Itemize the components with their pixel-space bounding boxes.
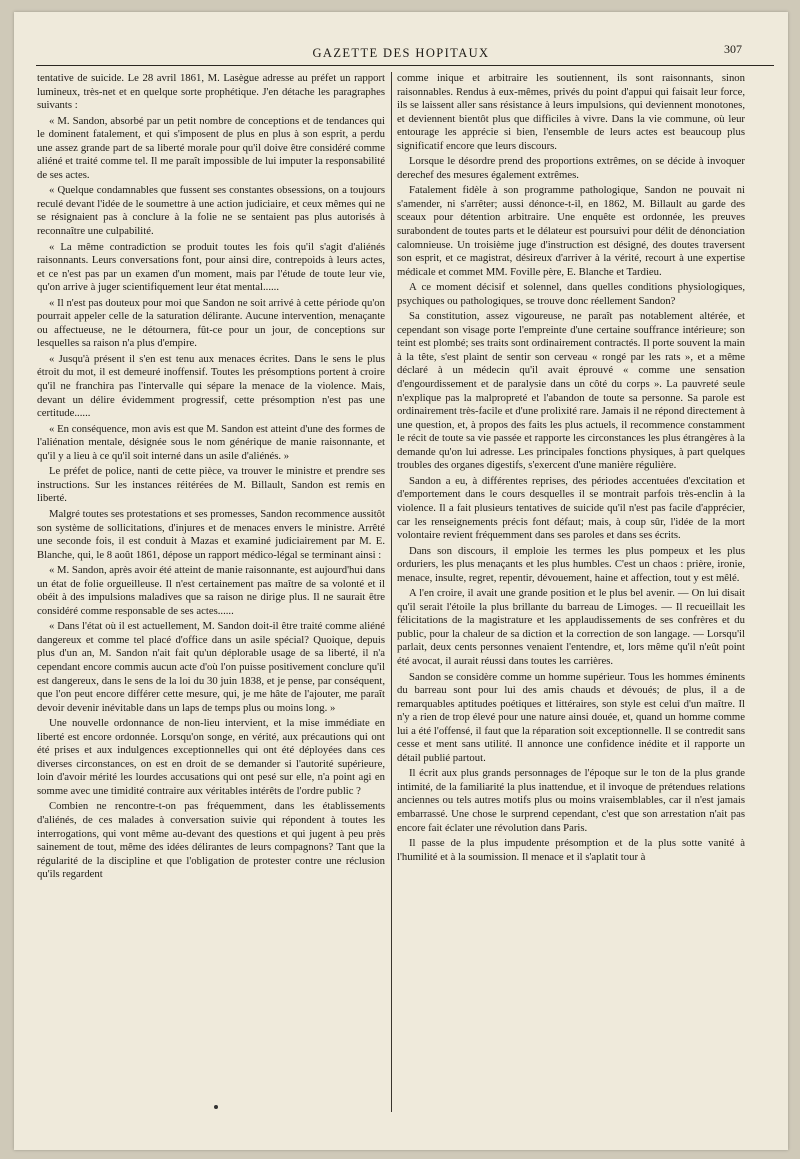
left-paragraph: « M. Sandon, absorbé par un petit nombre de conceptions et de tendances qui le dominent fatalement, et qui s'imposent de plus en plus à son esprit, a perdu une assez grande part de sa liberté morale pour qu'il doive être considéré comme aliéné et traité comme tel. Il me paraît impossible de lui imputer la responsabilité de ses actes. xyxy=(37,114,385,181)
right-paragraph: A ce moment décisif et solennel, dans quelles conditions physiologiques, psychiques ou pathologiques, se trouve donc réellement Sandon? xyxy=(397,281,745,307)
left-paragraph: « La même contradiction se produit toutes les fois qu'il s'agit d'aliénés raisonnants. Leurs conversations font, pour ainsi dire, contrepoids à leurs actes, et ce n'est pas par un examen d'un moment, mais par l'étude de toute leur vie, qu'on arrive à juger scientifiquement leur état mental...... xyxy=(37,240,385,294)
page-number: 307 xyxy=(724,42,742,56)
right-column xyxy=(397,72,745,1112)
right-paragraph: Lorsque le désordre prend des proportions extrêmes, on se décide à invoquer derechef des mesures également extrêmes. xyxy=(397,155,745,181)
right-paragraph: Sandon se considère comme un homme supérieur. Tous les hommes éminents du barreau sont pour lui des amis chauds et dévoués; de plus, il a de remarquables aptitudes poétiques et littéraires, son style est celui d'un maître. Il n'y a rien de trop élevé pour une nature ainsi douée, et, quand un homme comme lui a été l'offensé, il faut que la réparation soit exceptionnelle. Il se contredit sans cesse et ment sans utilité. Il annonce une confidence inédite et il rapporte un détail publié partout. xyxy=(397,670,745,764)
left-paragraph: Le préfet de police, nanti de cette pièce, va trouver le ministre et prendre ses instructions. Sur les instances réitérées de M. Billault, Sandon est remis en liberté. xyxy=(37,465,385,505)
right-paragraph: Fatalement fidèle à son programme pathologique, Sandon ne pouvait ni s'amender, ni s'arrêter; aussi dénonce-t-il, en 1862, M. Billault au garde des sceaux pour détention arbitraire. Une enquête est ordonnée, les preuves surabondent de toutes parts et le délateur est poursuivi pour délit de dénonciation calomnieuse. Un troisième juge d'instruction est désigné, des doutes traversent son esprit, et ce magistrat, désireux d'arriver à la vérité, recourt à une expertise médicale et commet MM. Foville père, E. Blanche et Tardieu. xyxy=(397,184,745,278)
right-paragraph: Il écrit aux plus grands personnages de l'époque sur le ton de la plus grande intimité, de la familiarité la plus inattendue, et il invoque de prétendues relations anciennes ou tels autres motifs plus ou moins vraisemblables, car il n'est jamais embarrassé. Une chose le surprend cependant, c'est que son arrestation n'ait pas encore fait éclater une révolution dans Paris. xyxy=(397,767,745,834)
left-paragraph: « Dans l'état où il est actuellement, M. Sandon doit-il être traité comme aliéné dangereux et comme tel placé d'office dans un asile spécial? Quoique, depuis plus d'un an, M. Sandon n'ait fait qu'un déplorable usage de sa liberté, il n'a cependant encore commis aucun acte d'où l'on puisse positivement conclure qu'il est dangereux, dans le sens de la loi du 30 juin 1838, et je pense, par conséquent, que l'on peut encore différer cette mesure, qui, je me hâte de l'ajouter, me paraît devoir devenir inévitable dans un laps de temps plus ou moins long. » xyxy=(37,620,385,714)
header-rule xyxy=(36,65,774,66)
right-paragraph: Il passe de la plus impudente présomption et de la plus sotte vanité à l'humilité et à la soumission. Il menace et il s'aplatit tour à xyxy=(397,837,745,863)
left-paragraph: « Quelque condamnables que fussent ses constantes obsessions, on a toujours reculé devant l'idée de le soumettre à une action judiciaire, et ceux mêmes qui ne se résignaient pas à conclure à la folie ne se sentaient pas plus autorisés à reconnaître une culpabilité. xyxy=(37,184,385,238)
right-paragraph: Sandon a eu, à différentes reprises, des périodes accentuées d'excitation et d'emportement dans le cours desquelles il se montrait parfois très-enclin à la violence. Il a fait plusieurs tentatives de suicide qu'il n'est pas facile d'apprécier, car les renseignements précis font défaut; mais, à coup sûr, l'idée de la mort volontaire revient fréquemment dans ses paroles et dans ses écrits. xyxy=(397,474,745,542)
left-paragraph: Malgré toutes ses protestations et ses promesses, Sandon recommence aussitôt son système de sollicitations, d'injures et de menaces envers le ministre. Arrêté une seconde fois, il est conduit à Mazas et examiné judiciairement par M. E. Blanche, qui, le 8 août 1861, dépose un rapport médico-légal se terminant ainsi : xyxy=(37,507,385,561)
right-paragraph: Dans son discours, il emploie les termes les plus pompeux et les plus orduriers, les plus menaçants et les plus humbles. C'est un chaos : prière, ironie, menace, insulte, regret, repentir, dévouement, haine et affection, tout y est mêlé. xyxy=(397,544,745,584)
right-paragraph: A l'en croire, il avait une grande position et le plus bel avenir. — On lui disait qu'il serait l'étoile la plus brillante du barreau de Limoges. — Il recueillait les félicitations de la magistrature et les applaudissements de ses confrères et du public, pour la chaleur de sa diction et la correction de son langage. — Lorsqu'il parlait, deux cents personnes venaient l'entendre, et, lors même qu'il n'eût point été avocat, il aurait réussi dans toutes les carrières. xyxy=(397,587,745,667)
left-column xyxy=(37,72,385,1112)
right-paragraph: Sa constitution, assez vigoureuse, ne paraît pas notablement altérée, et cependant son visage porte l'empreinte d'une certaine souffrance intérieure; son teint est plombé; ses traits sont ordinairement contractés. Il porte souvent la main à la tête, s'est plaint de sentir son cerveau « rongé par les rats », et a même déclaré à un médecin qu'il avait éprouvé « comme une sensation d'engourdissement et de paralysie dans un côté du corps ». La pauvreté seule n'explique pas la malpropreté et l'abandon de toute sa personne. Sa parole est ordinairement très-facile et d'une prolixité rare. Jamais il ne répond directement à une question, et, à propos des faits les plus actuels, il recommence constamment le récit de toute sa vie passée et rapporte les circonstances les plus étrangères à la demande qu'on lui adresse. Les principales fonctions physiques, à part quelques troubles des organes digestifs, s'exercent d'une manière régulière. xyxy=(397,310,745,472)
left-paragraph: Une nouvelle ordonnance de non-lieu intervient, et la mise immédiate en liberté est encore ordonnée. Lorsqu'on songe, en vérité, aux précautions qui ont été prises et aux indulgences exceptionnelles qui ont été déployées dans ces diverses circonstances, on est en droit de se demander si l'autorité supérieure, loin d'avoir mérité les lourdes accusations qui ont pesé sur elle, n'a point agi en somme avec une timidité contraire aux véritables intérêts de l'ordre public ? xyxy=(37,717,385,797)
page-header xyxy=(14,38,788,68)
left-paragraph: Combien ne rencontre-t-on pas fréquemment, dans les établissements d'aliénés, de ces malades à conversation suivie qui répondent à toutes les interrogations, qui vont même au-devant des questions et qui jugent à peu près sainement de tout, même des idées délirantes de leurs compagnons? Tant que la régularité de la discipline et que l'obligation de protester contre une réclusion qu'ils regardent xyxy=(37,800,385,881)
running-title: GAZETTE DES HOPITAUX xyxy=(312,46,490,60)
left-paragraph: tentative de suicide. Le 28 avril 1861, M. Lasègue adresse au préfet un rapport lumineux, très-net et en quelque sorte prophétique. J'en détache les paragraphes suivants : xyxy=(37,72,385,112)
left-paragraph: « Jusqu'à présent il s'en est tenu aux menaces écrites. Dans le sens le plus étroit du mot, il est demeuré inoffensif. Toutes les présomptions portent à croire qu'il ne franchira pas l'intervalle qui sépare la menace de la violence. Mais, devant un délire évidemment progressif, cette présomption n'est pas une certitude...... xyxy=(37,352,385,420)
column-divider xyxy=(391,72,392,1112)
right-paragraph: comme inique et arbitraire les soutiennent, ils sont raisonnants, sinon raisonnables. Rendus à eux-mêmes, privés du point d'appui qui faisait leur force, ils se laissent aller sans résistance à leurs impulsions, qui deviennent monotones, et deviennent bientôt plus que difficiles à vivre. Dans la vie commune, où leur entourage les apprécie si bien, l'ensemble de leurs actes est beaucoup plus significatif encore que leurs discours. xyxy=(397,72,745,152)
newspaper-page xyxy=(14,12,788,1150)
printer-dot xyxy=(214,1105,218,1109)
left-paragraph: « En conséquence, mon avis est que M. Sandon est atteint d'une des formes de l'aliénation mentale, désignée sous le nom générique de manie raisonnante, et qu'il y a lieu à ce qu'il soit interné dans un asile d'aliénés. » xyxy=(37,422,385,462)
left-paragraph: « M. Sandon, après avoir été atteint de manie raisonnante, est aujourd'hui dans un état de folie orgueilleuse. Il n'est certainement pas maître de sa volonté et il obéit à des impulsions maladives que sa raison ne dirige plus. Il ne saurait être considéré comme responsable de ses actes...... xyxy=(37,564,385,617)
left-paragraph: « Il n'est pas douteux pour moi que Sandon ne soit arrivé à cette période qu'on pourrait appeler celle de la saturation délirante. Aucune intervention, menaçante ou affectueuse, ne le détournera, fût-ce pour un jour, de conceptions sur lesquelles sa raison n'a plus d'empire. xyxy=(37,296,385,350)
